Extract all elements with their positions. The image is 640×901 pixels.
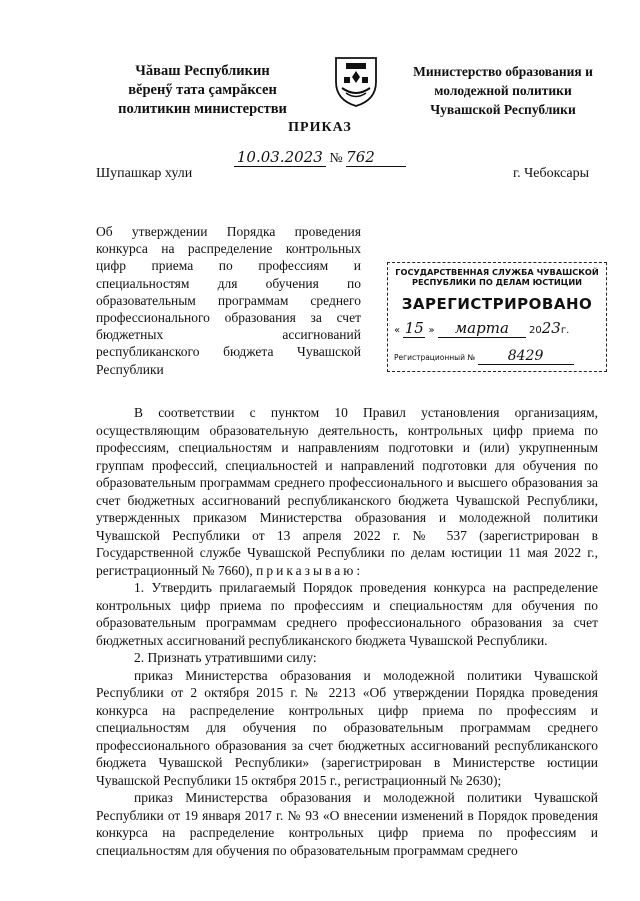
header-left-line-1: Чăваш Республикин [135, 63, 270, 79]
body-paragraph: 1. Утвердить прилагаемый Порядок проведения конкурса на распределение контрольных цифр приема по профессиям и специальностям для обучения по образовательным программам среднего профессионального образования за счет бюджетных ассигнований республиканского бюджета Чувашской Республики. [96, 580, 598, 648]
stamp-date [394, 319, 600, 338]
stamp-close-quote: » [428, 325, 435, 336]
header-right-line-1: Министерство образования и [413, 64, 593, 79]
city-chuvash: Шупашкар хули [96, 166, 193, 181]
stamp-month: марта [438, 319, 526, 338]
stamp-org-line-2: РЕСПУБЛИКИ ПО ДЕЛАМ ЮСТИЦИИ [411, 277, 583, 287]
ministry-name-russian [398, 62, 608, 119]
number-sign: № [329, 151, 343, 166]
ministry-name-chuvash [100, 62, 305, 119]
subject-line: образовательным программам среднего [96, 292, 361, 308]
subject-line: республиканского бюджета Чувашской [96, 344, 361, 360]
stamp-reg-label: Регистрационный № [394, 353, 476, 362]
subject-line: профессионального образования за счет [96, 310, 361, 326]
stamp-registration [394, 348, 600, 365]
header-left-line-2: вĕренӳ тата çамрăксен [128, 82, 277, 98]
city-russian: г. Чебоксары [513, 166, 590, 181]
order-number: 762 [346, 148, 406, 167]
header-left-line-3: политикин министерстви [118, 101, 287, 117]
stamp-open-quote: « [394, 325, 401, 336]
document-type: ПРИКАЗ [288, 120, 352, 135]
stamp-reg-number: 8429 [478, 348, 574, 365]
order-subject [96, 223, 361, 378]
subject-line: Республики [96, 361, 164, 377]
basis-text: В соответствии с пунктом 10 Правил установления организациям, осуществляющим образовательную деятельность, контрольных цифр приема по профессиям, специальностям и направлениям подготовки и (или) укрупненным группам профессий, специальностей и направлений подготовки для обучения по образовательным программам среднего профессионального и высшего образования за счет бюджетных ассигнований республиканского бюджета Чувашской Республики, утвержденных приказом Министерства образования и молодежной политики Чувашской Республики от 13 апреля 2022 г. № 537 (зарегистрирован в Государственной службе Чувашской Республики по делам юстиции 11 мая 2022 г., регистрационный № 7660), [96, 405, 598, 578]
stamp-year-unit: г. [560, 325, 570, 336]
stamp-status: ЗАРЕГИСТРИРОВАНО [401, 295, 593, 313]
stamp-day: 15 [404, 319, 424, 337]
body-paragraph [96, 404, 598, 579]
registration-stamp [387, 262, 607, 372]
order-word: приказываю: [256, 562, 364, 578]
order-date: 10.03.2023 [234, 148, 326, 167]
stamp-year-prefix: 20 [529, 325, 542, 336]
header-right-line-2: молодежной политики [434, 83, 572, 98]
subject-line: цифр приема по профессиям и [96, 258, 361, 274]
body-paragraph: 2. Признать утратившими силу: [134, 650, 317, 665]
subject-line: бюджетных ассигнований [96, 327, 361, 343]
body-paragraph: приказ Министерства образования и молодежной политики Чувашской Республики от 19 января 2017 г. № 93 «О внесении изменений в Порядок проведения конкурса на распределение контрольных цифр приема по профессиям и специальностям для обучения по образовательным программам среднего [96, 790, 598, 858]
header-right-line-3: Чувашской Республики [430, 102, 576, 117]
order-date-number [0, 148, 640, 167]
stamp-org-line-1: ГОСУДАРСТВЕННАЯ СЛУЖБА ЧУВАШСКОЙ [395, 267, 599, 277]
stamp-year-suffix: 23 [541, 319, 561, 337]
subject-line: конкурса на распределение контрольных [96, 241, 361, 257]
coat-of-arms-icon [330, 52, 382, 108]
subject-line: специальностям для обучения по [96, 275, 361, 291]
order-body [96, 404, 598, 859]
subject-line: Об утверждении Порядка проведения [96, 224, 361, 239]
body-paragraph: приказ Министерства образования и молодежной политики Чувашской Республики от 2 октября 2015 г. № 2213 «Об утверждении Порядка проведения конкурса на распределение контрольных цифр приема по профессиям и специальностям для обучения по образовательным программам среднего профессионального образования за счет бюджетных ассигнований республиканского бюджета Чувашской Республики» (зарегистрирован в Министерстве юстиции Чувашской Республики 15 октября 2015 г., регистрационный № 2630); [96, 667, 598, 788]
